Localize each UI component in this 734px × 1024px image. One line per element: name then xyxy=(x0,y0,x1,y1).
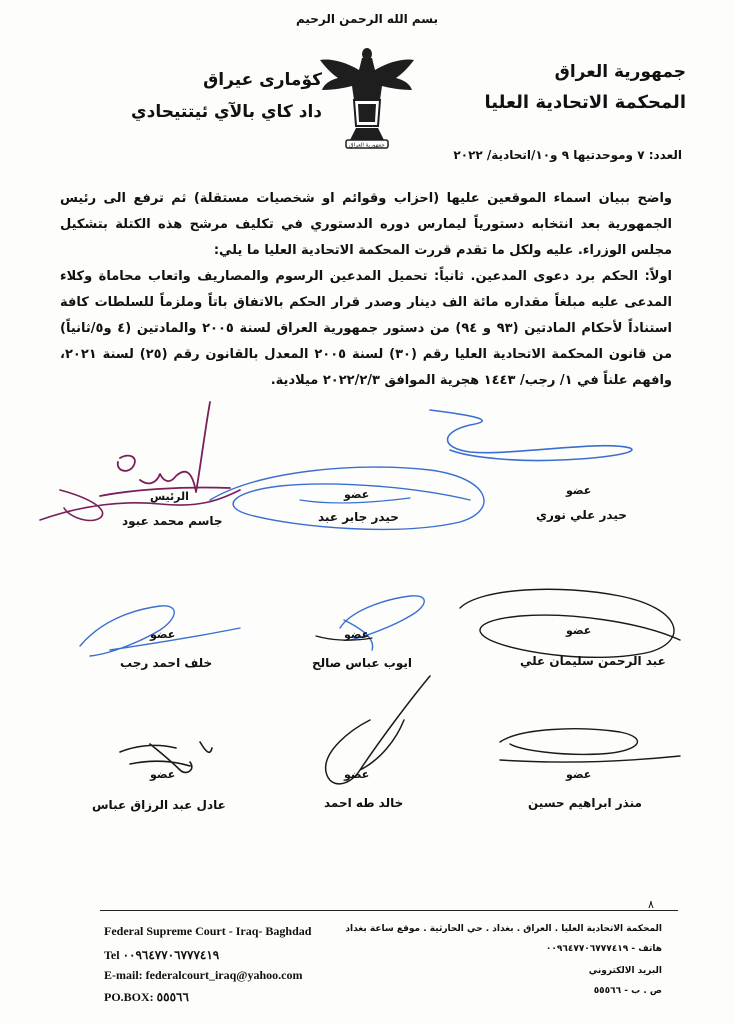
signatory-name: عادل عبد الرزاق عباس xyxy=(92,798,226,812)
signature-ayoub-abbas-saleh xyxy=(340,596,424,650)
signatory-name: خالد طه احمد xyxy=(324,796,404,810)
signature-haidar-ali-nouri xyxy=(430,410,632,461)
president-role-label: الرئيس xyxy=(150,490,189,503)
signature-jasim-mohammed-aboud xyxy=(100,402,230,496)
member-role-label: عضو xyxy=(566,624,592,637)
signatory-name: ايوب عباس صالح xyxy=(312,656,412,670)
signature-munther-ibrahim-hussein xyxy=(500,729,680,762)
paragraph-1: واضح ببيان اسماء الموقعين عليها (احزاب وقوائم او شخصيات مستقلة) ثم ترفع الى رئيس الجمهورية بعد انتخابه دستورياً ليمارس دوره الدستوري في تكليف مرشح هذه الكتلة بتشكيل مجلس الوزراء. عليه ولكل ما تقدم قررت المحكمة الاتحادية العليا ما يلي: xyxy=(60,191,672,258)
footer-tel-en: Tel ٠٠٩٦٤٧٧٠٦٧٧٧٤١٩ xyxy=(104,948,220,962)
header-arabic xyxy=(436,62,686,113)
court-name-ku: داد كاي بالآي ئيتتيحادي xyxy=(131,102,322,122)
paragraph-2: اولاً: الحكم برد دعوى المدعين. ثانياً: تحميل المدعين الرسوم والمصاريف واتعاب محاماة وكلاء المدعى عليه مبلغاً مقداره مائة الف دينار وصدر قرار الحكم بالاتفاق باتاً وملزماً للسلطات كافة استناداً لأحكام المادتين (٩٣ و ٩٤) من دستور جمهورية العراق لسنة ٢٠٠٥ والمادتين (٤ و٥/ثانياً) من قانون المحكمة الاتحادية العليا رقم (٣٠) لسنة ٢٠٠٥ المعدل بالقانون رقم (٢٥) لسنة ٢٠٢١، وافهم علناً في ١/ رجب/ ١٤٤٣ هجرية الموافق ٢٠٢٢/٢/٣ ميلادية. xyxy=(60,269,673,388)
footer-address-ar: المحكمة الاتحادية العليا . العراق . بغداد . حي الحارثية . موقع ساعة بغداد xyxy=(345,924,662,934)
footer-email-en: E-mail: federalcourt_iraq@yahoo.com xyxy=(104,968,303,982)
signatory-name: عبد الرحمن سليمان علي xyxy=(520,654,666,668)
member-role-label: عضو xyxy=(344,768,370,781)
footer-pobox-ar: ص . ب - ٥٥٥٦٦ xyxy=(593,986,662,996)
iraq-emblem-icon xyxy=(318,40,416,150)
footer-court-en: Federal Supreme Court - Iraq- Baghdad xyxy=(104,924,312,938)
reference-number: العدد: ٧ وموحدتيها ٩ و١٠/اتحادية/ ٢٠٢٢ xyxy=(453,148,682,162)
footer-phone-ar: هاتف - ٠٠٩٦٤٧٧٠٦٧٧٧٤١٩ xyxy=(545,944,662,954)
country-name-ar: جمهورية العراق xyxy=(554,62,686,82)
footer-email-ar: البريد الالكتروني xyxy=(588,966,662,976)
country-name-ku: كۆماری عیراق xyxy=(203,70,322,90)
signatory-name: حيدر علي نوري xyxy=(536,508,627,522)
footer-divider xyxy=(100,910,678,911)
member-role-label: عضو xyxy=(344,488,370,501)
member-role-label: عضو xyxy=(566,768,592,781)
member-role-label: عضو xyxy=(150,768,176,781)
signatory-name: منذر ابراهيم حسين xyxy=(528,796,642,810)
signatory-name: خلف احمد رجب xyxy=(120,656,213,670)
member-role-label: عضو xyxy=(150,628,176,641)
signature-khaled-taha-ahmed xyxy=(326,676,430,784)
basmala: بسم الله الرحمن الرحيم xyxy=(295,12,439,26)
emblem-caption: جمهورية العراق xyxy=(349,142,385,149)
court-name-ar: المحكمة الاتحادية العليا xyxy=(484,92,686,113)
page-number: ٨ xyxy=(648,898,654,911)
footer-pobox-en: PO.BOX: ٥٥٥٦٦ xyxy=(104,990,189,1004)
signatory-name: حيدر جابر عبد xyxy=(318,510,399,524)
member-role-label: عضو xyxy=(566,484,592,497)
header-kurdish xyxy=(92,70,322,122)
signatory-name: جاسم محمد عبود xyxy=(122,514,223,528)
member-role-label: عضو xyxy=(344,628,370,641)
judgment-text xyxy=(60,186,672,394)
